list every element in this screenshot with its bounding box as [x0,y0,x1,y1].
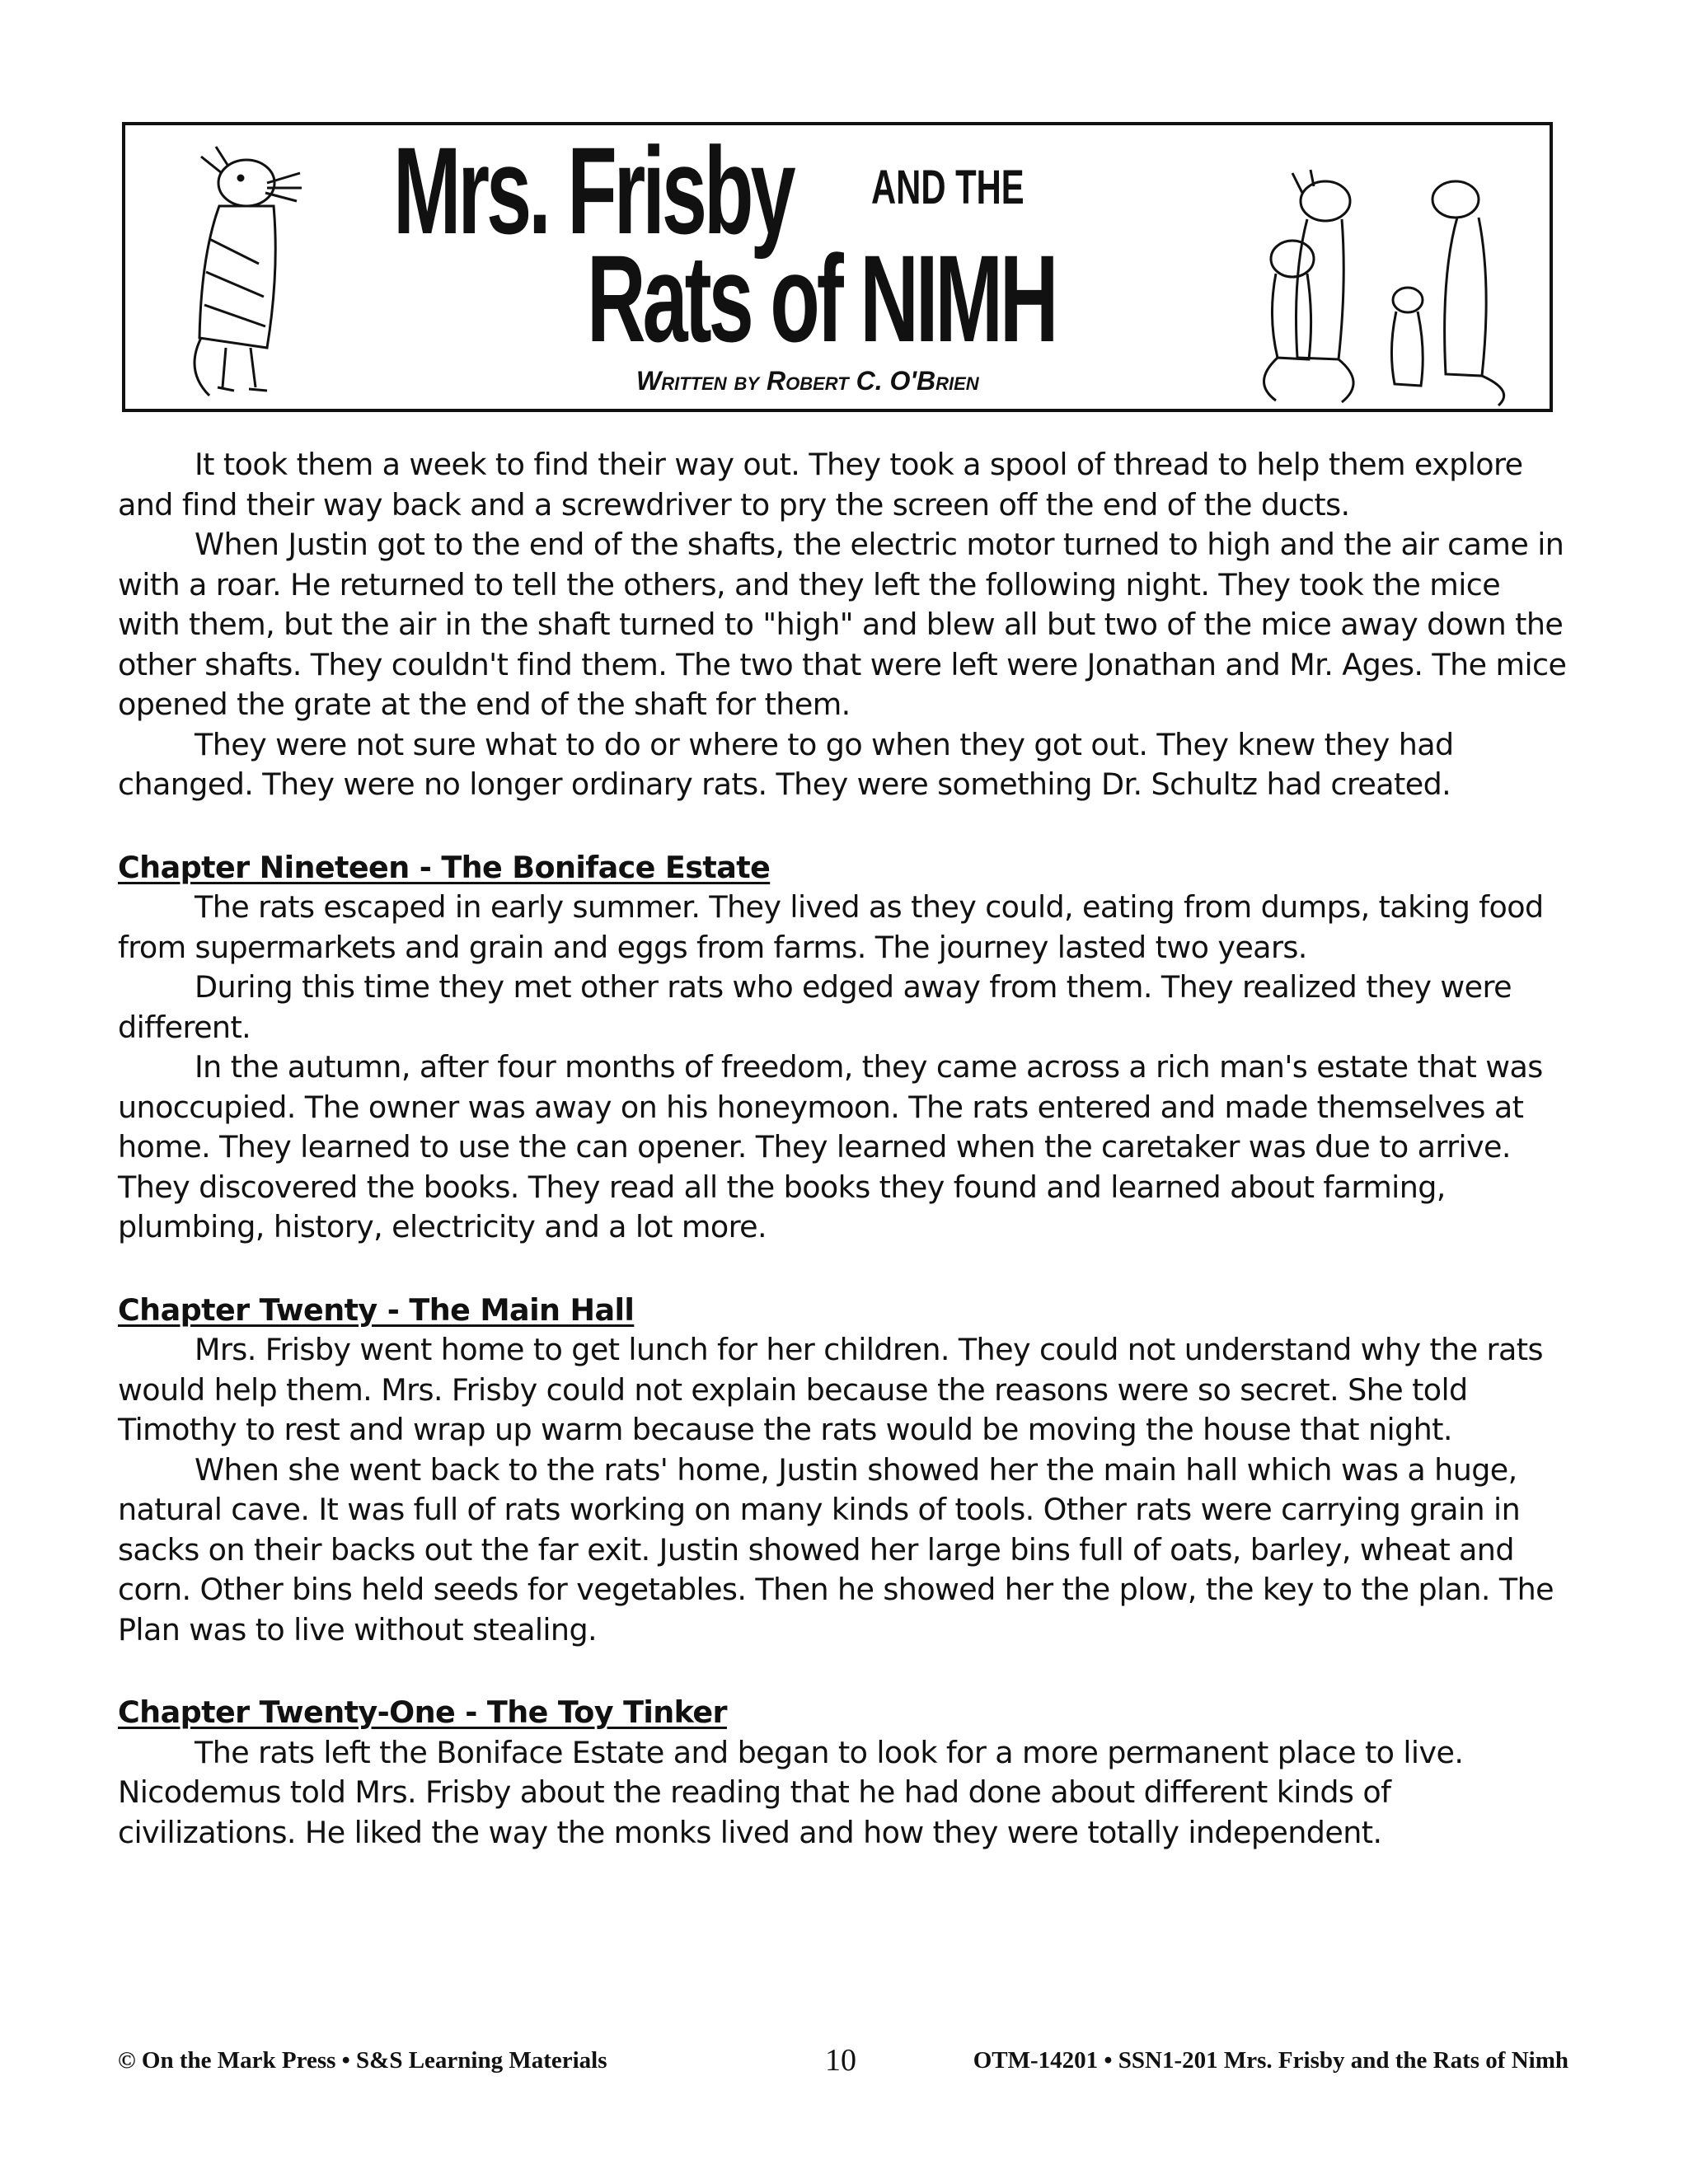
author-byline: Written by Robert C. O'Brien [636,366,979,396]
chapter-paragraph: When she went back to the rats' home, Justin showed her the main hall which was a huge, natural cave. It was full of rats working on many kinds of tools. Other rats were carrying grain in sacks on their backs out the far exit. Justin showed her large bins full of oats, barley, wheat and corn. Other bins held seeds for vegetables. Then he showed her the plow, the key to the plan. The Plan was to live without stealing. [118,1451,1554,1647]
page-number: 10 [825,2043,856,2078]
intro-paragraph: It took them a week to find their way out. They took a spool of thread to help them explore and find their way back and a screwdriver to pry the screen off the end of the ducts. [118,447,1523,523]
worksheet-body [118,445,1568,1853]
page-footer [118,2042,1568,2083]
chapter-paragraph: The rats left the Boniface Estate and began to look for a more permanent place to live. Nicodemus told Mrs. Frisby about the reading that he had done about different kinds of civilizations. He liked the way the monks lived and how they were totally independent. [118,1734,1464,1850]
chapter-heading: Chapter Nineteen - The Boniface Estate [118,849,771,885]
mouse-family-illustration [1235,168,1540,407]
mouse-in-shawl-illustration [176,140,316,405]
chapter-paragraph: In the autumn, after four months of freedom, they came across a rich man's estate that was unoccupied. The owner was away on his honeymoon. The rats entered and made themselves at home. They learned to use the can opener. They learned when the caretaker was due to arrive. They discovered the books. They read all the books they found and learned about farming, plumbing, history, electricity and a lot more. [118,1049,1543,1244]
title-line-2: Rats of NIMH [587,229,1056,368]
chapter-heading: Chapter Twenty - The Main Hall [118,1291,635,1328]
title-banner [122,122,1553,412]
title-connector: AND THE [871,161,1025,214]
intro-paragraph: When Justin got to the end of the shafts, the electric motor turned to high and the air came in with a roar. He returned to tell the others, and they left the following night. They took the mice with them, but the air in the shaft turned to "high" and blew all but two of the mice away down the other shafts. They couldn't find them. The two that were left were Jonathan and Mr. Ages. The mice opened the grate at the end of the shaft for them. [118,527,1567,722]
intro-paragraph: They were not sure what to do or where to go when they got out. They knew they had changed. They were no longer ordinary rats. They were something Dr. Schultz had created. [118,726,1454,802]
chapter-heading: Chapter Twenty-One - The Toy Tinker [118,1694,727,1730]
footer-product-code: OTM-14201 • SSN1-201 Mrs. Frisby and the Rats of Nimh [973,2047,1568,2074]
footer-publisher: © On the Mark Press • S&S Learning Materials [118,2047,607,2074]
title-line-1: Mrs. Frisby [393,121,793,260]
chapter-paragraph: Mrs. Frisby went home to get lunch for her children. They could not understand why the rats would help them. Mrs. Frisby could not explain because the reasons were so secret. She told Timothy to rest and wrap up warm because the rats would be moving the house that night. [118,1332,1543,1447]
chapter-paragraph: During this time they met other rats who edged away from them. They realized they were different. [118,969,1512,1045]
chapter-paragraph: The rats escaped in early summer. They lived as they could, eating from dumps, taking food from supermarkets and grain and eggs from farms. The journey lasted two years. [118,889,1544,965]
